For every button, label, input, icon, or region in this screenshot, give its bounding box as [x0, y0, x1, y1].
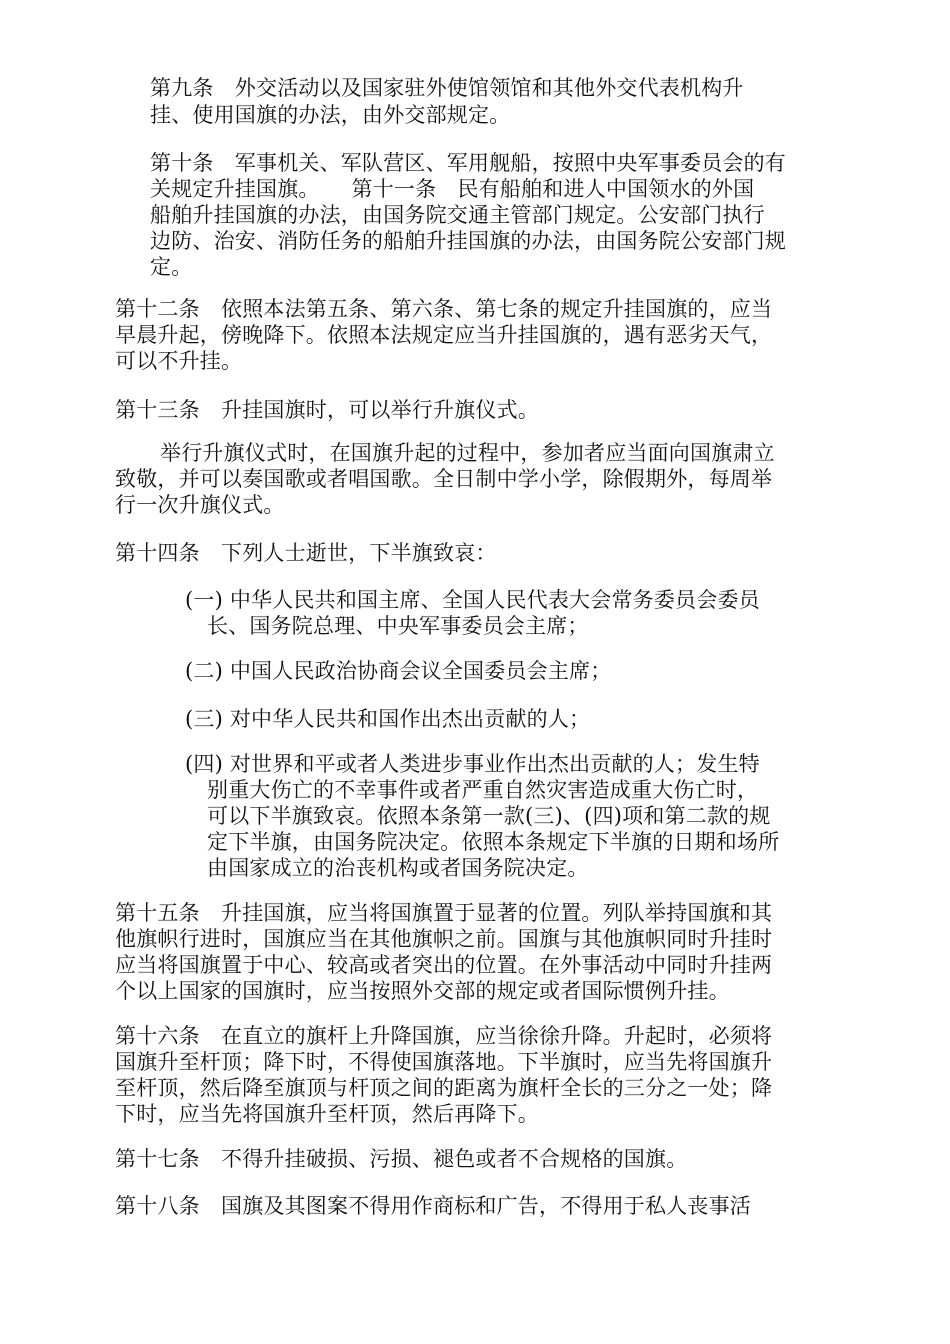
text-line: 个以上国家的国旗时，应当按照外交部的规定或者国际惯例升挂。 — [115, 979, 730, 1003]
text-line: 别重大伤亡的不幸事件或者严重自然灾害造成重大伤亡时， — [207, 778, 759, 802]
text-line: 下时，应当先将国旗升至杆顶，然后再降下。 — [115, 1102, 539, 1126]
text-line: 长、国务院总理、中央军事委员会主席； — [207, 614, 589, 638]
text-line: 由国家成立的治丧机构或者国务院决定。 — [207, 856, 589, 880]
text-line: (二) 中国人民政治协商会议全国委员会主席； — [185, 659, 612, 683]
text-line: (三) 对中华人民共和国作出杰出贡献的人； — [185, 707, 591, 731]
text-line: 第十五条 升挂国旗，应当将国旗置于显著的位置。列队举持国旗和其 — [115, 901, 773, 925]
text-line: 举行升旗仪式时，在国旗升起的过程中，参加者应当面向国旗肃立 — [160, 441, 775, 465]
text-line: 第十八条 国旗及其图案不得用作商标和广告，不得用于私人丧事活 — [115, 1194, 751, 1218]
text-line: 挂、使用国旗的办法，由外交部规定。 — [150, 103, 511, 127]
text-line: 他旗帜行进时，国旗应当在其他旗帜之前。国旗与其他旗帜同时升挂时 — [115, 927, 773, 951]
text-line: 行一次升旗仪式。 — [115, 493, 285, 517]
text-line: 关规定升挂国旗。 第十一条 民有船舶和进人中国领水的外国 — [150, 177, 755, 201]
text-line: 早晨升起，傍晚降下。依照本法规定应当升挂国旗的，遇有恶劣天气， — [115, 323, 773, 347]
text-line: 致敬，并可以奏国歌或者唱国歌。全日制中学小学，除假期外，每周举 — [115, 467, 773, 491]
text-line: 边防、治安、消防任务的船舶升挂国旗的办法，由国务院公安部门规 — [150, 229, 786, 253]
text-line: 可以不升挂。 — [115, 349, 243, 373]
text-line: 第十四条 下列人士逝世，下半旗致哀： — [115, 541, 497, 565]
text-line: 可以下半旗致哀。依照本条第一款(三)、(四)项和第二款的规 — [207, 804, 771, 828]
text-line: 第九条 外交活动以及国家驻外使馆领馆和其他外交代表机构升 — [150, 76, 744, 100]
text-line: 第十二条 依照本法第五条、第六条、第七条的规定升挂国旗的，应当 — [115, 297, 773, 321]
text-line: 国旗升至杆顶；降下时，不得使国旗落地。下半旗时，应当先将国旗升 — [115, 1050, 773, 1074]
text-line: 第十六条 在直立的旗杆上升降国旗，应当徐徐升降。升起时，必须将 — [115, 1024, 773, 1048]
text-line: 定下半旗，由国务院决定。依照本条规定下半旗的日期和场所 — [207, 830, 780, 854]
text-line: 船舶升挂国旗的办法，由国务院交通主管部门规定。公安部门执行 — [150, 203, 765, 227]
text-line: 至杆顶，然后降至旗顶与杆顶之间的距离为旗杆全长的三分之一处；降 — [115, 1076, 773, 1100]
text-line: 第十七条 不得升挂破损、污损、褪色或者不合规格的国旗。 — [115, 1147, 688, 1171]
text-line: 应当将国旗置于中心、较高或者突出的位置。在外事活动中同时升挂两 — [115, 953, 773, 977]
text-line: (四) 对世界和平或者人类进步事业作出杰出贡献的人；发生特 — [185, 752, 760, 776]
text-line: 第十三条 升挂国旗时，可以举行升旗仪式。 — [115, 398, 539, 422]
text-line: 定。 — [150, 255, 193, 279]
text-line: 第十条 军事机关、军队营区、军用舰船，按照中央军事委员会的有 — [150, 151, 786, 175]
text-line: (一) 中华人民共和国主席、全国人民代表大会常务委员会委员 — [185, 588, 760, 612]
